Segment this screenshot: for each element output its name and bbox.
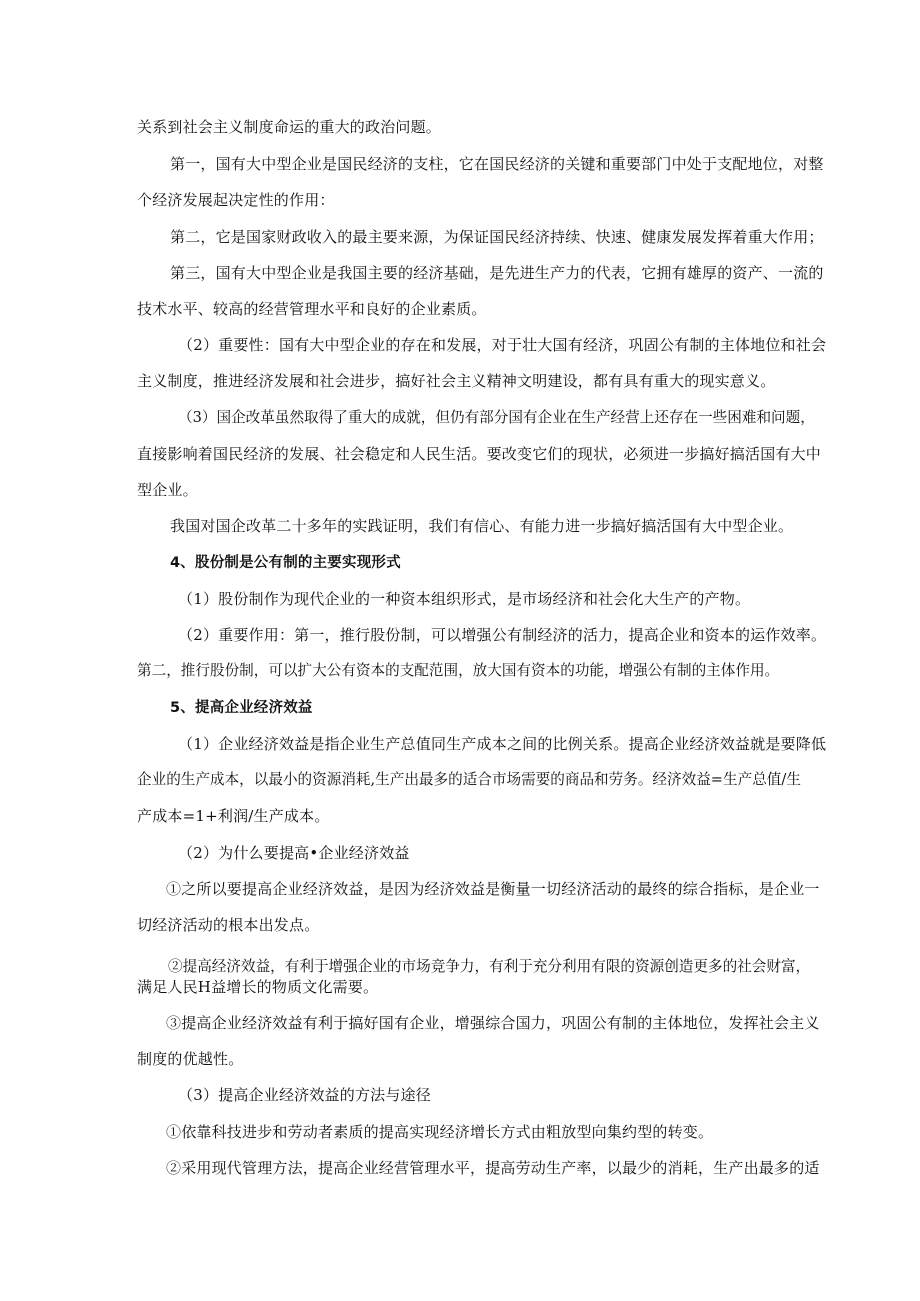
section-heading: 4、股份制是公有制的主要实现形式 <box>170 555 401 571</box>
text-line: 切经济活动的根本出发点。 <box>137 916 320 934</box>
text-line: 第三，国有大中型企业是我国主要的经济基础，是先进生产力的代表，它拥有雄厚的资产、一流的 <box>170 264 824 282</box>
text-line: 个经济发展起决定性的作用： <box>137 191 335 209</box>
text-line: 直接影响着国民经济的发展、社会稳定和人民生活。要改变它们的现状，必须进一步搞好搞活国有大中 <box>137 445 822 463</box>
text-line: 主义制度，推进经济发展和社会进步，搞好社会主义精神文明建设，都有具有重大的现实意义。 <box>137 372 776 390</box>
text-line: 第二，它是国家财政收入的最主要来源，为保证国民经济持续、快速、健康发展发挥着重大作用； <box>170 228 824 246</box>
text-line: （2）重要作用：第一，推行股份制，可以增强公有制经济的活力，提高企业和资本的运作效率。 <box>178 626 827 644</box>
text-line: 制度的优越性。 <box>137 1050 244 1068</box>
text-line: 关系到社会主义制度命运的重大的政治问题。 <box>137 118 442 136</box>
text-line: 技术水平、较高的经营管理水平和良好的企业素质。 <box>137 300 487 318</box>
text-line: （2）为什么要提高•企业经济效益 <box>178 844 410 862</box>
text-line: ①依靠科技进步和劳动者素质的提高实现经济增长方式由粗放型向集约型的转变。 <box>166 1123 714 1141</box>
text-line: 企业的生产成本，以最小的资源消耗,生产出最多的适合市场需要的商品和劳务。经济效益=生产总值/生 <box>137 771 801 788</box>
text-line: （2）重要性：国有大中型企业的存在和发展，对于壮大国有经济，巩固公有制的主体地位和社会 <box>178 336 827 354</box>
text-line: （3）提高企业经济效益的方法与途径 <box>178 1086 431 1104</box>
text-line: 第一，国有大中型企业是国民经济的支柱，它在国民经济的关键和重要部门中处于支配地位，对整 <box>170 155 824 173</box>
text-line: ③提高企业经济效益有利于搞好国有企业，增强综合国力，巩固公有制的主体地位，发挥社会主义 <box>166 1014 820 1032</box>
text-line: ②提高经济效益，有利于增强企业的市场竞争力，有利于充分利用有限的资源创造更多的社会财富， <box>168 958 811 975</box>
text-line: 第二，推行股份制，可以扩大公有资本的支配范围，放大国有资本的功能，增强公有制的主体作用。 <box>137 662 780 679</box>
text-line: ①之所以要提高企业经济效益，是因为经济效益是衡量一切经济活动的最终的综合指标，是企业一 <box>166 880 820 898</box>
text-line: （1）企业经济效益是指企业生产总值同生产成本之间的比例关系。提高企业经济效益就是要降低 <box>178 735 827 753</box>
text-line: 我国对国企改革二十多年的实践证明，我们有信心、有能力进一步搞好搞活国有大中型企业。 <box>170 517 794 535</box>
text-line: ②采用现代管理方法，提高企业经营管理水平，提高劳动生产率，以最少的消耗，生产出最多的适 <box>166 1159 820 1177</box>
text-line: 产成本=1+利润/生产成本。 <box>137 807 330 825</box>
text-line: 型企业。 <box>137 481 198 499</box>
section-heading: 5、提高企业经济效益 <box>170 700 313 716</box>
text-line: （1）股份制作为现代企业的一种资本组织形式，是市场经济和社会化大生产的产物。 <box>178 590 751 608</box>
text-line: 满足人民H益增长的物质文化需要。 <box>137 978 379 996</box>
text-line: （3）国企改革虽然取得了重大的成就，但仍有部分国有企业在生产经营上还存在一些困难和问题， <box>178 409 815 426</box>
